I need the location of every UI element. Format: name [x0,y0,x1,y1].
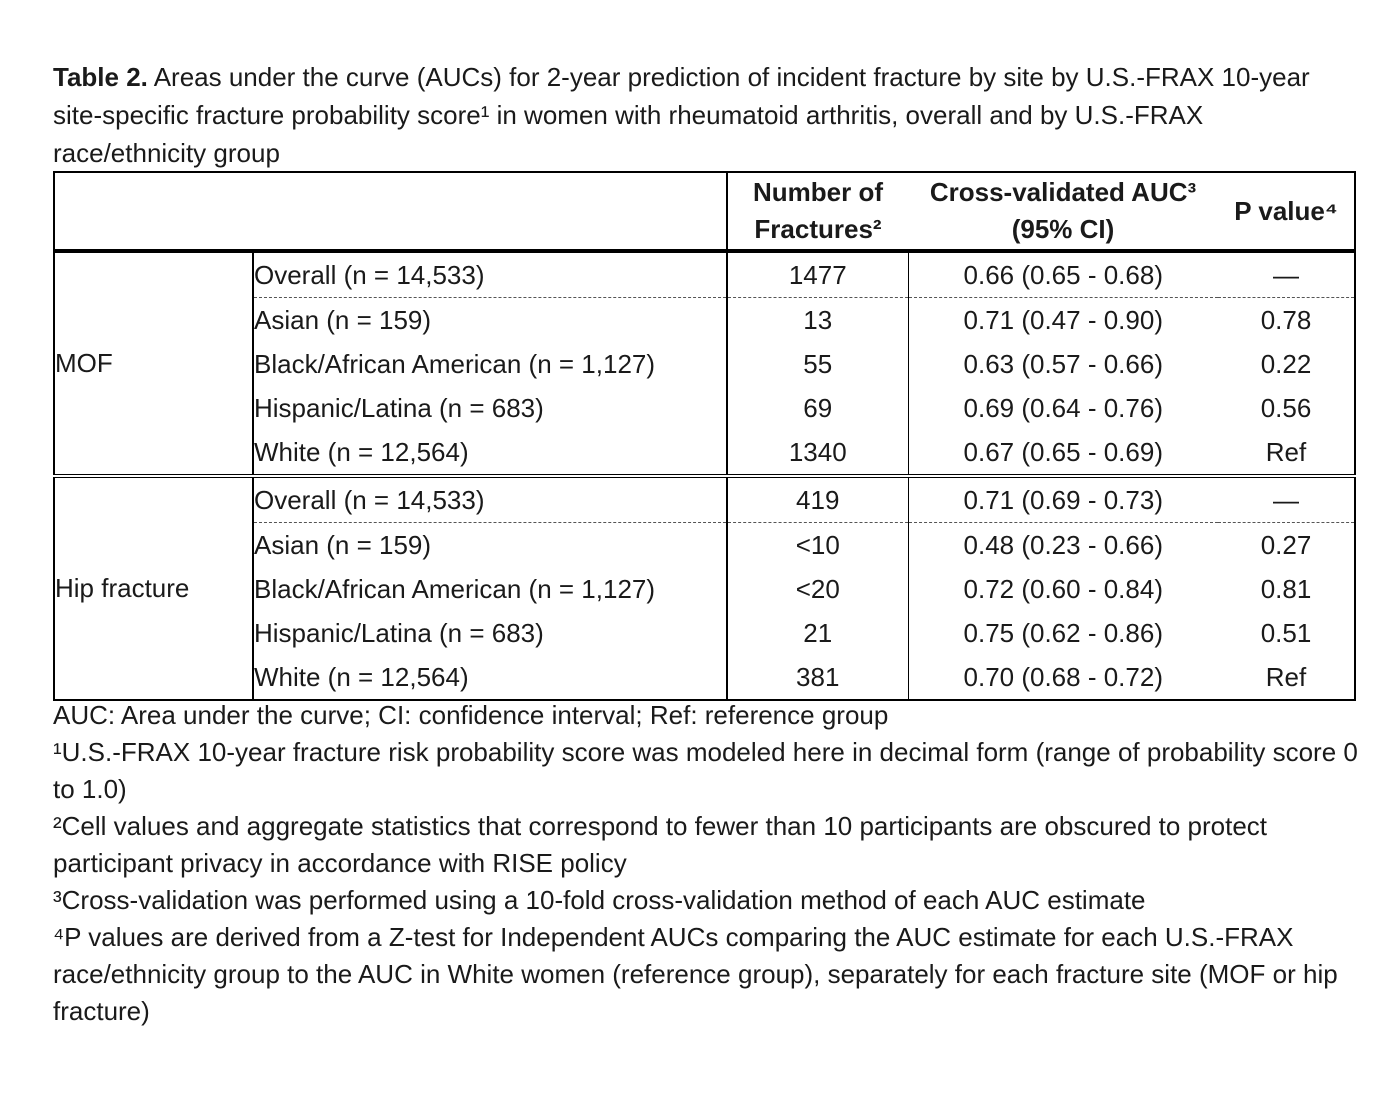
group-cell: Hispanic/Latina (n = 683) [254,392,544,423]
auc-cell: 0.70 (0.68 - 0.72) [963,661,1163,692]
p-value-cell: 0.81 [1260,574,1312,604]
p-value-cell: 0.78 [1260,304,1312,335]
site-label-hip: Hip fracture [54,476,253,700]
fractures-cell: 55 [727,342,908,386]
table-header-row [54,172,1355,251]
header-empty [54,172,727,251]
group-cell: Black/African American (n = 1,127) [254,573,656,604]
auc-cell: 0.67 (0.65 - 0.69) [963,436,1163,467]
auc-cell: 0.69 (0.64 - 0.76) [963,392,1163,423]
auc-cell: 0.63 (0.57 - 0.66) [963,348,1163,379]
fractures-cell: 69 [727,386,908,430]
auc-table [53,171,1356,701]
table-caption-text: Areas under the curve (AUCs) for 2-year prediction of incident fracture by site by U.S.-FRAX 10-year site-specific fracture probability score¹ in women with rheumatoid arthritis, overall and by U.S.-FRAX race/ethnicity group [53,62,1310,168]
table-caption [53,58,1353,172]
auc-cell: 0.71 (0.47 - 0.90) [963,304,1163,335]
p-value-cell: — [1218,476,1355,523]
group-cell: White (n = 12,564) [254,436,469,467]
group-cell: Overall (n = 14,533) [253,476,727,523]
auc-cell: 0.75 (0.62 - 0.86) [963,617,1163,648]
footnote-4: ⁴P values are derived from a Z-test for Independent AUCs comparing the AUC estimate for each U.S.-FRAX race/ethnicity group to the AUC in White women (reference group), separately for each fracture site (MOF or hip fracture) [53,922,1338,1026]
group-cell: White (n = 12,564) [254,661,469,692]
p-value-cell: 0.22 [1260,348,1312,379]
fractures-cell: 13 [727,298,908,343]
group-cell: Asian (n = 159) [254,529,432,560]
auc-cell: 0.48 (0.23 - 0.66) [963,529,1163,560]
auc-cell: 0.66 (0.65 - 0.68) [908,251,1218,298]
table-row [54,476,1355,523]
p-value-cell: Ref [1265,661,1307,692]
fractures-cell: 21 [727,611,908,655]
site-label-mof: MOF [54,251,253,476]
group-cell: Hispanic/Latina (n = 683) [254,617,544,648]
p-value-cell: Ref [1265,436,1307,467]
footnote-1: ¹U.S.-FRAX 10-year fracture risk probability score was modeled here in decimal form (range of probability score 0 to 1.0) [53,737,1358,804]
auc-cell: 0.71 (0.69 - 0.73) [908,476,1218,523]
header-auc: Cross-validated AUC³ (95% CI) [908,172,1218,251]
fractures-cell: 419 [727,476,908,523]
group-cell: Black/African American (n = 1,127) [254,348,656,379]
p-value-cell: 0.56 [1260,392,1312,423]
header-p-value: P value⁴ [1218,172,1355,251]
table-row [54,251,1355,298]
group-cell: Overall (n = 14,533) [253,251,727,298]
fractures-cell: <10 [727,523,908,568]
footnote-abbreviations: AUC: Area under the curve; CI: confidence interval; Ref: reference group [53,700,889,730]
footnote-3: ³Cross-validation was performed using a 10-fold cross-validation method of each AUC estimate [53,885,1146,915]
p-value-cell: — [1218,251,1355,298]
p-value-cell: 0.27 [1260,529,1312,560]
fractures-cell: 1477 [727,251,908,298]
p-value-cell: 0.51 [1260,617,1312,648]
fractures-cell: <20 [727,567,908,611]
group-cell: Asian (n = 159) [254,304,432,335]
fractures-cell: 1340 [727,430,908,476]
fractures-cell: 381 [727,655,908,700]
auc-cell: 0.72 (0.60 - 0.84) [963,574,1163,604]
header-fractures: Number of Fractures² [727,172,908,251]
footnotes [53,697,1363,1030]
footnote-2: ²Cell values and aggregate statistics that correspond to fewer than 10 participants are obscured to protect participant privacy in accordance with RISE policy [53,811,1268,878]
table-label: Table 2. [53,62,148,92]
